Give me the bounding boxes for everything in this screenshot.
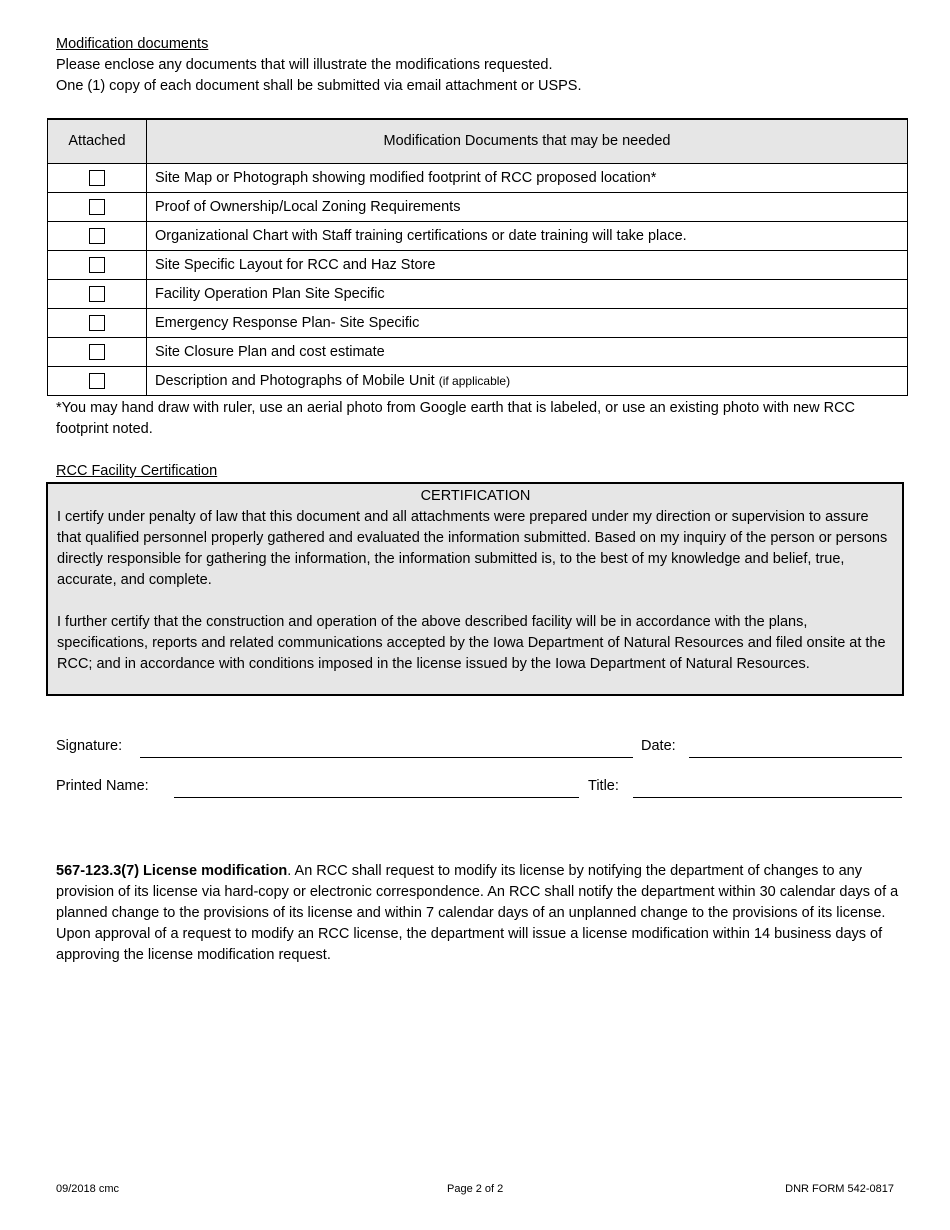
- document-description-cell: [147, 338, 908, 367]
- attached-cell: [48, 251, 147, 280]
- document-note: (if applicable): [438, 373, 511, 388]
- attached-cell: [48, 309, 147, 338]
- document-description-cell: [147, 164, 908, 193]
- footer-form-number: DNR FORM 542-0817: [785, 1183, 894, 1195]
- date-field[interactable]: [689, 757, 902, 758]
- footer-revision: 09/2018 cmc: [56, 1183, 119, 1195]
- table-row: [48, 309, 908, 338]
- document-label: Organizational Chart with Staff training certifications or date training will take place.: [155, 227, 687, 244]
- intro-section: [56, 34, 896, 97]
- table-row: [48, 193, 908, 222]
- attached-cell: [48, 280, 147, 309]
- document-label: Facility Operation Plan Site Specific: [155, 285, 385, 302]
- document-label: Site Map or Photograph showing modified footprint of RCC proposed location*: [155, 169, 657, 186]
- document-label: Emergency Response Plan- Site Specific: [155, 314, 420, 331]
- table-row: [48, 338, 908, 367]
- attached-checkbox[interactable]: [89, 199, 105, 215]
- document-description-cell: [147, 222, 908, 251]
- table-row: [48, 367, 908, 396]
- attached-checkbox[interactable]: [89, 344, 105, 360]
- attached-checkbox[interactable]: [89, 315, 105, 331]
- attached-column-header: Attached: [48, 119, 147, 164]
- document-description-cell: [147, 309, 908, 338]
- rule-text: . An RCC shall request to modify its license by notifying the department of changes to any provision of its license via hard-copy or electronic correspondence. An RCC shall notify the department within 30 calendar days of a planned change to the provisions of its license and within 7 calendar days of an unplanned change to the provisions of its license. Upon approval of a request to modify an RCC license, the department will issue a license modification within 14 business days of approving the license modification request.: [56, 863, 899, 963]
- document-label: Site Specific Layout for RCC and Haz Store: [155, 256, 436, 273]
- modification-documents-heading: Modification documents: [56, 36, 209, 52]
- document-description-cell: [147, 367, 908, 396]
- attached-cell: [48, 164, 147, 193]
- signature-label: Signature:: [56, 738, 123, 754]
- table-header-row: [48, 119, 908, 164]
- rule-citation: 567-123.3(7) License modification: [56, 863, 288, 879]
- certification-paragraph-1: I certify under penalty of law that this document and all attachments were prepared under my direction or supervision to assure that qualified personnel properly gathered and evaluated the information submitted. Based on my inquiry of the person or persons directly responsible for gathering the information, the information submitted is, to the best of my knowledge and belief, true, accurate, and complete.: [57, 509, 888, 588]
- intro-line-1: Please enclose any documents that will illustrate the modifications requested.: [56, 57, 553, 73]
- attached-checkbox[interactable]: [89, 373, 105, 389]
- document-description-cell: [147, 193, 908, 222]
- certification-paragraph-2: I further certify that the construction and operation of the above described facility will be in accordance with the plans, specifications, reports and related communications accepted by the Iowa Department of Natural Resources and filed onsite at the RCC; and in accordance with conditions imposed in the license issued by the Iowa Department of Natural Resources.: [57, 614, 886, 672]
- footer-page-number: Page 2 of 2: [447, 1183, 504, 1195]
- certification-box: [46, 482, 904, 696]
- document-label: Site Closure Plan and cost estimate: [155, 343, 385, 360]
- documents-column-header: Modification Documents that may be needed: [147, 119, 908, 164]
- date-label: Date:: [641, 738, 676, 754]
- attached-cell: [48, 222, 147, 251]
- attached-checkbox[interactable]: [89, 228, 105, 244]
- license-modification-rule: [56, 861, 902, 966]
- document-label: Description and Photographs of Mobile Unit: [155, 372, 435, 389]
- document-description-cell: [147, 251, 908, 280]
- certification-section-heading: RCC Facility Certification: [56, 463, 218, 479]
- signature-field[interactable]: [140, 757, 633, 758]
- title-field[interactable]: [633, 797, 902, 798]
- attached-checkbox[interactable]: [89, 257, 105, 273]
- printed-name-field[interactable]: [174, 797, 579, 798]
- table-row: [48, 164, 908, 193]
- intro-line-2: One (1) copy of each document shall be submitted via email attachment or USPS.: [56, 78, 582, 94]
- document-description-cell: [147, 280, 908, 309]
- title-label: Title:: [588, 778, 619, 794]
- document-label: Proof of Ownership/Local Zoning Requirements: [155, 198, 461, 215]
- certification-title: CERTIFICATION: [420, 488, 531, 504]
- table-row: [48, 251, 908, 280]
- footnote: *You may hand draw with ruler, use an aerial photo from Google earth that is labeled, or use an existing photo with new RCC footprint noted.: [56, 400, 856, 437]
- attached-cell: [48, 338, 147, 367]
- attached-checkbox[interactable]: [89, 170, 105, 186]
- printed-name-label: Printed Name:: [56, 778, 149, 794]
- table-row: [48, 222, 908, 251]
- modification-documents-table: [47, 118, 908, 396]
- table-row: [48, 280, 908, 309]
- attached-cell: [48, 367, 147, 396]
- attached-cell: [48, 193, 147, 222]
- attached-checkbox[interactable]: [89, 286, 105, 302]
